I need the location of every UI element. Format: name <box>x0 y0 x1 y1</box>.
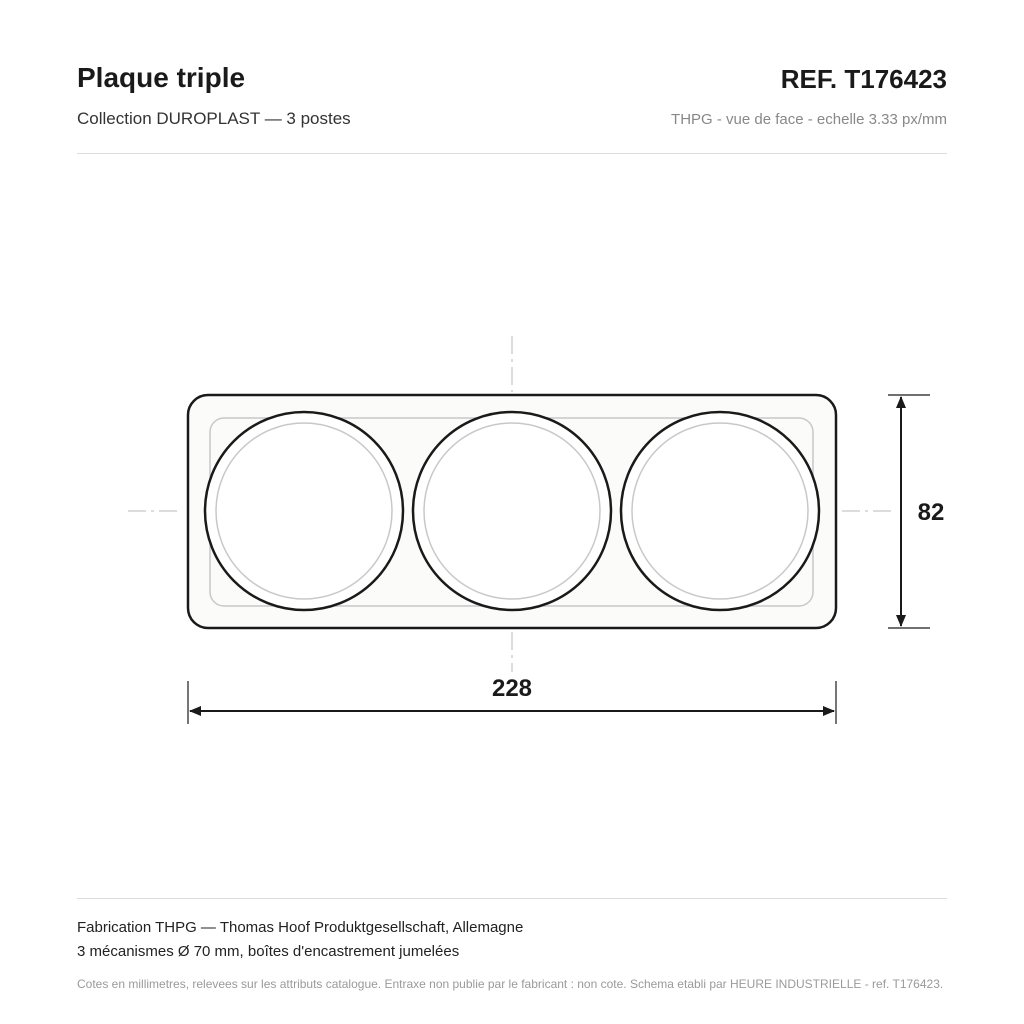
opening-3 <box>621 412 819 610</box>
product-reference: REF. T176423 <box>780 64 947 94</box>
opening-1 <box>205 412 403 610</box>
footnote: Cotes en millimetres, relevees sur les attributs catalogue. Entraxe non publie par le fabricant : non cote. Schema etabli par HEURE INDUSTRIELLE - ref. T176423. <box>77 977 944 991</box>
collection-subtitle: Collection DUROPLAST — 3 postes <box>77 109 351 128</box>
page-title: Plaque triple <box>77 62 246 93</box>
height-dimension-label: 82 <box>917 499 945 526</box>
opening-2 <box>413 412 611 610</box>
footer-divider <box>77 898 947 899</box>
manufacturer-line: Fabrication THPG — Thomas Hoof Produktgesellschaft, Allemagne <box>77 919 524 936</box>
mechanisms-line: 3 mécanismes Ø 70 mm, boîtes d'encastrement jumelées <box>77 943 460 960</box>
view-scale-info: THPG - vue de face - echelle 3.33 px/mm <box>671 111 947 128</box>
width-dimension-label: 228 <box>491 675 533 702</box>
